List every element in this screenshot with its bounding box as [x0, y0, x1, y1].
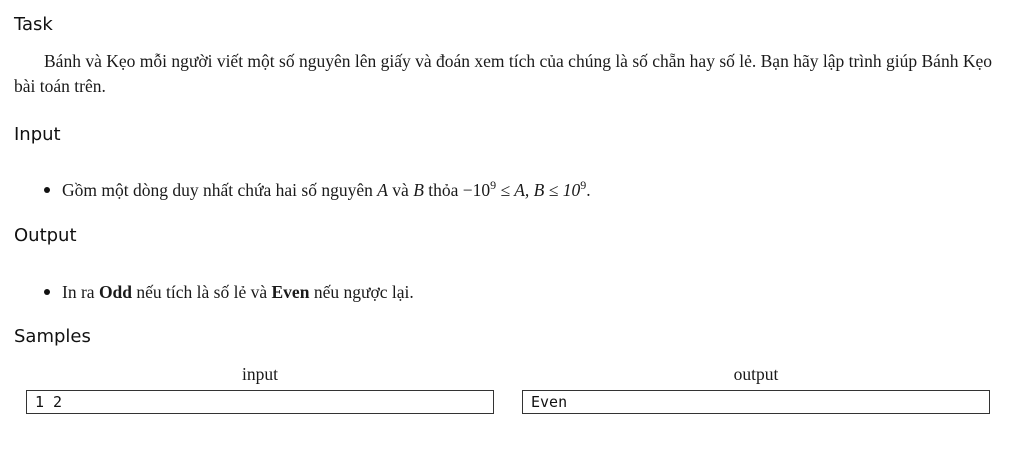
- input-bullet: [44, 178, 591, 203]
- variable-a: A: [377, 180, 388, 200]
- output-text-2: nếu tích là số lẻ và: [136, 282, 268, 302]
- constraint-mid: ≤ A, B ≤ 10: [500, 180, 581, 200]
- samples-heading: Samples: [14, 326, 91, 347]
- even-keyword: Even: [271, 282, 310, 302]
- constraint-period: .: [586, 180, 591, 200]
- task-heading: Task: [14, 14, 53, 35]
- bullet-icon: [44, 289, 50, 295]
- task-statement: [14, 49, 994, 99]
- odd-keyword: Odd: [98, 282, 133, 302]
- output-text-1: In ra: [62, 282, 95, 302]
- sample-input-box[interactable]: 1 2: [26, 390, 494, 414]
- sample-output-label: output: [733, 364, 779, 384]
- sample-output-box[interactable]: Even: [522, 390, 990, 414]
- sample-input-label: input: [242, 364, 278, 384]
- input-heading: Input: [14, 124, 61, 145]
- exponent-right: 9: [580, 178, 587, 193]
- input-bullet-prefix: Gồm một dòng duy nhất chứa hai số nguyên: [62, 180, 373, 200]
- sample-input-column: [26, 362, 494, 414]
- output-text-3: nếu ngược lại.: [313, 282, 414, 302]
- exponent-left: 9: [490, 178, 497, 193]
- bullet-icon: [44, 187, 50, 193]
- word-satisfy: thỏa: [428, 180, 459, 200]
- output-bullet: [44, 280, 414, 305]
- constraint-left: −10: [462, 180, 491, 200]
- sample-output-column: [522, 362, 990, 414]
- variable-b: B: [413, 180, 424, 200]
- task-text: Bánh và Kẹo mỗi người viết một số nguyên lên giấy và đoán xem tích của chúng là số chẵn hay số lẻ. Bạn hãy lập trình giúp Bánh Kẹo bài toán trên.: [14, 51, 992, 96]
- output-heading: Output: [14, 225, 77, 246]
- constraint: [463, 180, 591, 200]
- word-and: và: [392, 180, 409, 200]
